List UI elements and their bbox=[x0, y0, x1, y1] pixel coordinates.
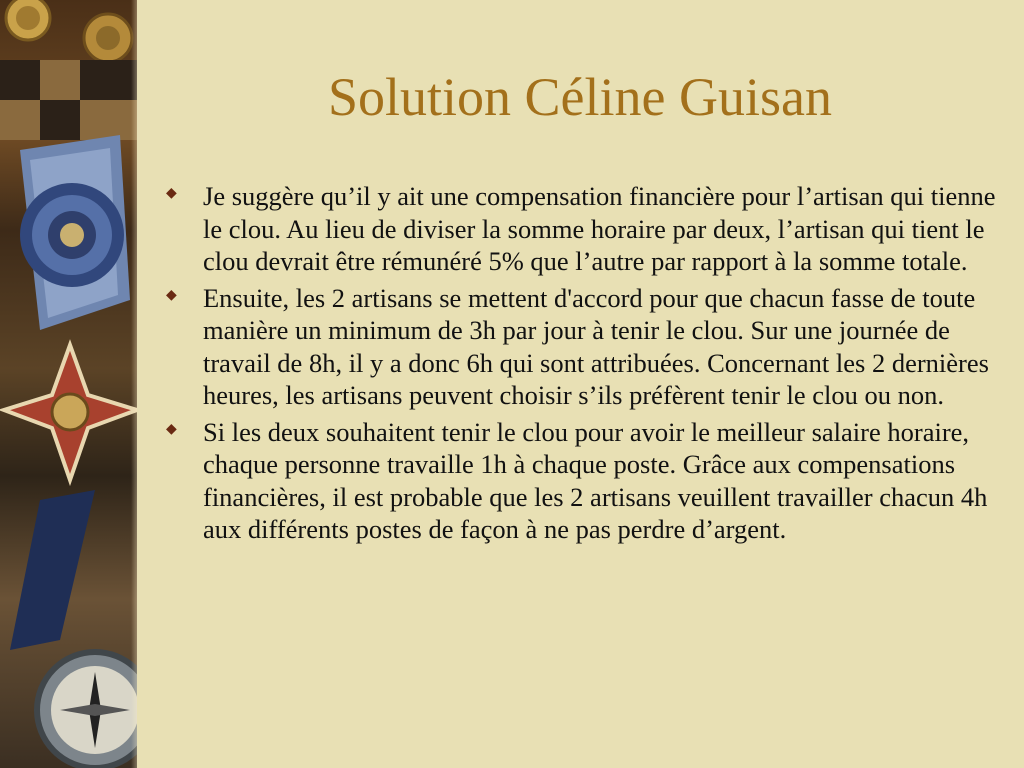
bullet-text: Si les deux souhaitent tenir le clou pour avoir le meilleur salaire horaire, chaque personne travaille 1h à chaque poste. Grâce aux compensations financières, il est probable que les 2 artisans veuillent travailler chacun 4h aux différents postes de façon à ne pas perdre d’argent. bbox=[203, 416, 988, 544]
bullet-text: Je suggère qu’il y ait une compensation financière pour l’artisan qui tienne le clou. Au lieu de diviser la somme horaire par deux, l’artisan qui tient le clou devrait être rémunéré 5% que l’autre par rapport à la somme totale. bbox=[203, 181, 996, 276]
diamond-bullet-icon: ◆ bbox=[166, 287, 177, 303]
medal-collage-illustration bbox=[0, 0, 137, 768]
bullet-item bbox=[166, 180, 1002, 278]
decorative-side-image bbox=[0, 0, 137, 768]
bullet-item bbox=[166, 282, 1002, 412]
slide-title: Solution Céline Guisan bbox=[328, 67, 832, 127]
diamond-bullet-icon: ◆ bbox=[166, 421, 177, 437]
diamond-bullet-icon: ◆ bbox=[166, 186, 177, 201]
bullet-text: Ensuite, les 2 artisans se mettent d'accord pour que chacun fasse de toute manière un minimum de 3h par jour à tenir le clou. Sur une journée de travail de 8h, il y a donc 6h qui sont attribuées. Concernant les 2 dernières heures, les artisans peuvent choisir s’ils préfèrent tenir le clou ou non. bbox=[203, 282, 989, 410]
bullet-list bbox=[166, 180, 1002, 550]
bullet-item bbox=[166, 416, 1002, 546]
side-image-edge-highlight bbox=[131, 0, 137, 768]
